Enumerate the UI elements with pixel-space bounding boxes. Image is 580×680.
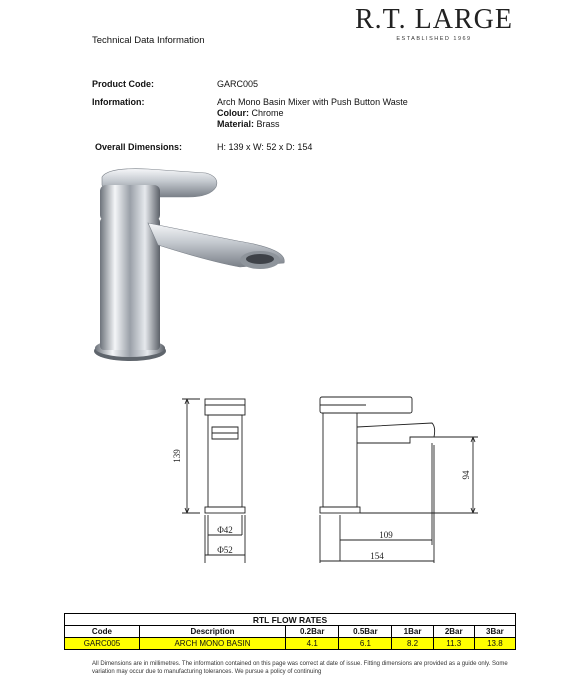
cell-2bar: 11.3: [433, 638, 474, 650]
cell-1bar: 8.2: [392, 638, 433, 650]
brand-tagline: ESTABLISHED 1969: [396, 36, 472, 42]
table-header-row: [65, 626, 516, 638]
cell-description: ARCH MONO BASIN: [139, 638, 285, 650]
header-description: Description: [139, 626, 285, 638]
table-title: RTL FLOW RATES: [65, 614, 516, 626]
brand-logo: [344, 4, 524, 42]
overall-dimensions-value: H: 139 x W: 52 x D: 154: [217, 142, 313, 152]
technical-drawing: [160, 385, 520, 575]
product-code-value: GARC005: [217, 79, 259, 89]
base-diameter-value: Φ42: [217, 525, 233, 535]
spout-height-value: 94: [461, 470, 471, 480]
colour-line: [217, 108, 408, 119]
overall-dimensions-label: Overall Dimensions:: [95, 142, 183, 152]
header-0-2bar: 0.2Bar: [286, 626, 339, 638]
information-block: [217, 97, 408, 130]
information-value: Arch Mono Basin Mixer with Push Button Waste: [217, 97, 408, 107]
cell-0-5bar: 6.1: [339, 638, 392, 650]
material-line: [217, 119, 408, 130]
depth-value: 154: [370, 551, 384, 561]
product-code-label: Product Code:: [92, 79, 154, 89]
colour-label: Colour:: [217, 108, 249, 118]
material-value: Brass: [256, 119, 280, 129]
body-diameter-value: Φ52: [217, 545, 233, 555]
cell-code: GARC005: [65, 638, 140, 650]
header-2bar: 2Bar: [433, 626, 474, 638]
material-label: Material:: [217, 119, 255, 129]
table-row: [65, 638, 516, 650]
diameter-dimensions: [205, 515, 245, 563]
cell-0-2bar: 4.1: [286, 638, 339, 650]
side-view: [320, 397, 435, 513]
colour-value: Chrome: [251, 108, 284, 118]
document-title: Technical Data Information: [92, 35, 205, 46]
header-1bar: 1Bar: [392, 626, 433, 638]
reach-value: 109: [379, 530, 393, 540]
front-view: [205, 399, 245, 513]
reach-depth-dimensions: [320, 443, 434, 563]
header-3bar: 3Bar: [474, 626, 515, 638]
product-photo: [88, 163, 310, 373]
table-title-row: [65, 614, 516, 626]
disclaimer-text: All Dimensions are in millimetres. The information contained on this page was correct at date of issue. Fitting dimensions are provided as a guide only. Some variation may occur due to manufacturing tolerances. We pursue a policy of continuing: [92, 661, 508, 675]
height-value: 139: [172, 449, 182, 463]
information-label: Information:: [92, 97, 145, 107]
flow-rates-table: [64, 613, 516, 650]
brand-name: R.T. LARGE: [354, 4, 514, 35]
header-0-5bar: 0.5Bar: [339, 626, 392, 638]
height-dimension: [182, 399, 200, 513]
header-code: Code: [65, 626, 140, 638]
cell-3bar: 13.8: [474, 638, 515, 650]
